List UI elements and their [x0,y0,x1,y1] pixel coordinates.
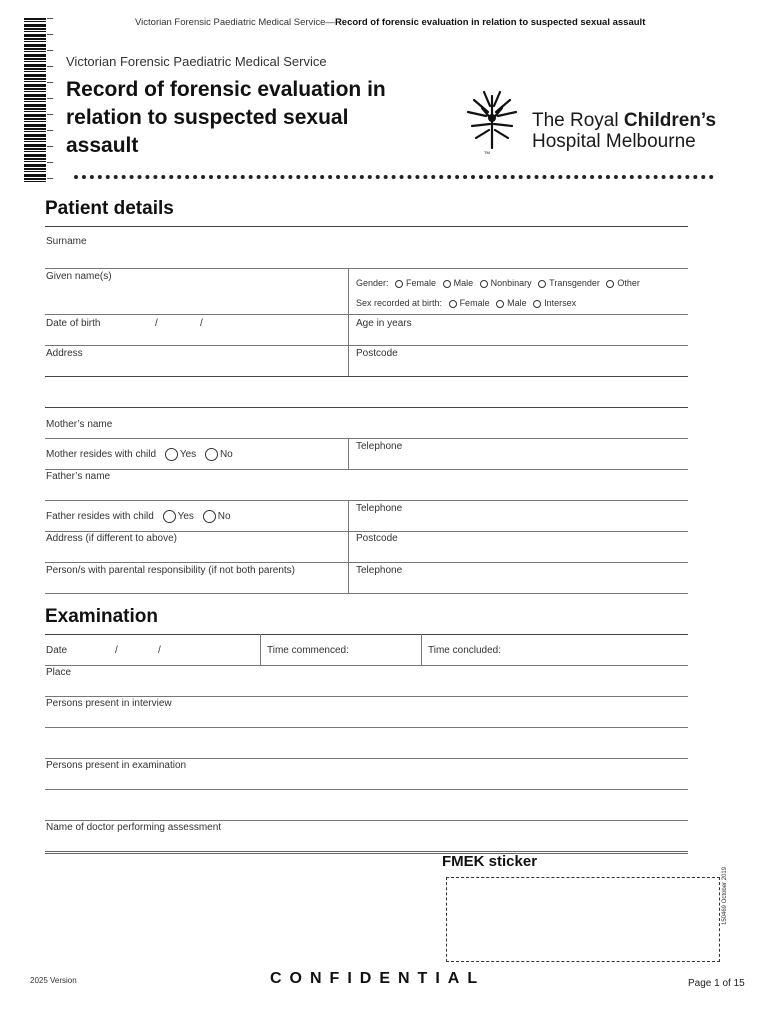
service-name: Victorian Forensic Paediatric Medical Service [66,54,327,69]
running-header [135,17,645,28]
father-resides-label: Father resides with child [46,511,154,523]
father-resides-no-radio[interactable] [203,510,216,523]
tree-logo-icon [460,86,524,156]
parental-telephone-label: Telephone [356,565,403,576]
gender-male-label: Male [453,278,474,288]
alt-address-field[interactable] [45,562,688,563]
sex-male-label: Male [507,298,527,308]
mother-resides-label: Mother resides with child [46,449,157,461]
interview-persons-label: Persons present in interview [46,698,172,709]
address-label: Address [46,348,83,359]
sex-male-radio[interactable] [496,300,504,308]
column-divider [348,438,349,469]
place-field[interactable] [45,696,688,697]
exam-persons-field[interactable] [45,789,688,790]
hospital-logo [460,86,730,156]
fmek-sticker-heading: FMEK sticker [442,853,538,870]
gender-other-radio[interactable] [606,280,614,288]
form-code: 150469 October 2019 [722,866,728,925]
examination-heading: Examination [45,606,158,627]
interview-persons-field[interactable] [45,727,688,728]
yes-label: Yes [179,449,197,461]
given-names-label: Given name(s) [46,271,112,282]
gender-female-radio[interactable] [395,280,403,288]
column-divider [348,500,349,593]
father-name-field[interactable] [45,500,688,501]
exam-date-label: Date [46,645,68,656]
surname-field[interactable] [45,268,688,269]
mother-resides-no-radio[interactable] [205,448,218,461]
logo-text-line2: Hospital Melbourne [532,131,696,152]
time-concluded-label: Time concluded: [428,645,501,656]
gender-transgender-radio[interactable] [538,280,546,288]
sex-intersex-label: Intersex [544,298,577,308]
mother-name-label: Mother’s name [46,419,113,430]
fmek-sticker-box [446,877,720,962]
gender-female-label: Female [406,278,437,288]
dob-separator: / [155,318,158,329]
mother-telephone-label: Telephone [356,441,403,452]
exam-date-separator: / [158,645,161,656]
postcode-label: Postcode [356,348,398,359]
gender-male-radio[interactable] [443,280,451,288]
gender-transgender-label: Transgender [549,278,600,288]
logo-text-bold: Children’s [623,110,717,131]
barcode-marks [47,18,53,183]
logo-tm: TM [484,150,490,155]
father-telephone-label: Telephone [356,503,403,514]
dob-separator: / [200,318,203,329]
exam-persons-label: Persons present in examination [46,760,187,771]
patient-details-heading: Patient details [45,198,174,219]
page-number: Page 1 of 15 [688,978,745,989]
divider [45,226,688,227]
exam-date-field[interactable] [45,665,688,666]
interview-persons-field-line2[interactable] [45,758,688,759]
running-header-plain: Victorian Forensic Paediatric Medical Service— [135,17,335,28]
yes-label: Yes [177,511,194,523]
mother-telephone-field[interactable] [45,469,688,470]
exam-persons-field-line2[interactable] [45,820,688,821]
father-telephone-field[interactable] [45,531,688,532]
gender-group [356,278,640,288]
column-divider [260,634,261,665]
confidential-label: CONFIDENTIAL [270,970,486,987]
mother-resides-yes-radio[interactable] [165,448,178,461]
father-resides-group [46,510,231,523]
dotted-divider [74,175,714,179]
gender-nonbinary-radio[interactable] [480,280,488,288]
father-name-label: Father’s name [46,471,111,482]
gender-label: Gender: [356,278,389,288]
column-divider [348,268,349,376]
document-title: Record of forensic evaluation in relation to suspected sexual assault [66,78,386,157]
place-label: Place [46,667,72,678]
dob-field[interactable] [45,345,688,346]
no-label: No [219,449,233,461]
exam-date-separator: / [115,645,118,656]
logo-text-plain: The Royal [532,110,624,131]
alt-postcode-label: Postcode [356,533,398,544]
doctor-name-field[interactable] [45,851,688,854]
mother-resides-group [46,448,233,461]
barcode [24,18,46,183]
gender-nonbinary-label: Nonbinary [490,278,532,288]
address-field-line2[interactable] [45,407,688,408]
surname-label: Surname [46,236,87,247]
sex-at-birth-group [356,298,576,308]
dob-label: Date of birth [46,318,101,329]
doctor-name-label: Name of doctor performing assessment [46,822,222,833]
time-commenced-label: Time commenced: [267,645,349,656]
logo-text-line1 [532,110,716,132]
sex-at-birth-label: Sex recorded at birth: [356,298,443,308]
no-label: No [217,511,231,523]
given-names-field[interactable] [45,314,688,315]
sex-intersex-radio[interactable] [533,300,541,308]
version-label: 2025 Version [30,976,77,985]
alt-address-label: Address (if different to above) [46,533,177,544]
father-resides-yes-radio[interactable] [163,510,176,523]
parental-responsibility-field[interactable] [45,593,688,594]
parental-responsibility-label: Person/s with parental responsibility (if not both parents) [46,565,296,576]
address-field[interactable] [45,376,688,377]
mother-name-field[interactable] [45,438,688,439]
gender-other-label: Other [617,278,640,288]
sex-female-radio[interactable] [449,300,457,308]
divider [45,634,688,635]
column-divider [421,634,422,665]
sex-female-label: Female [459,298,490,308]
running-header-bold: Record of forensic evaluation in relation to suspected sexual assault [334,17,646,28]
age-label: Age in years [356,318,412,329]
